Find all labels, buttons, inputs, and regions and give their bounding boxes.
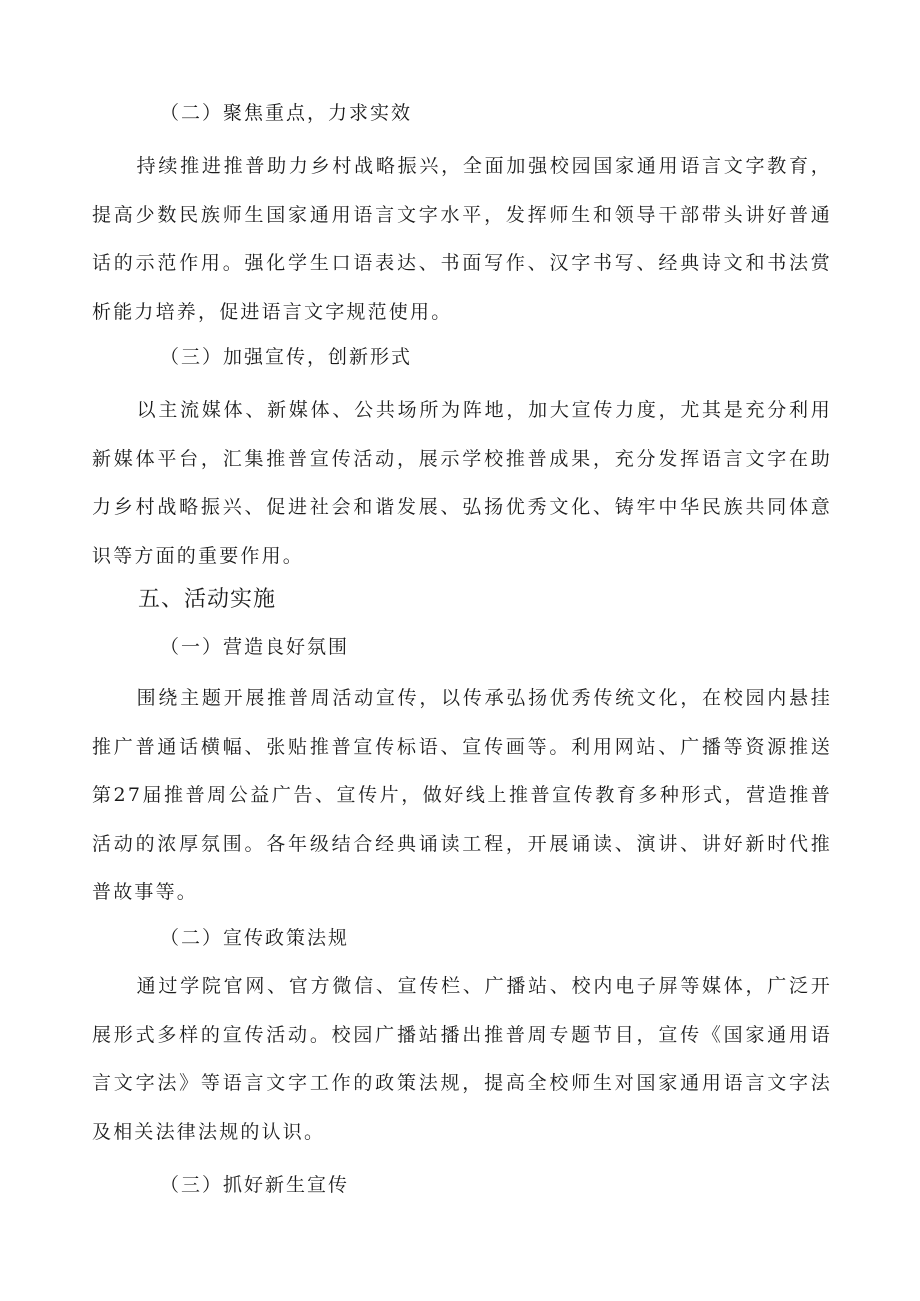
subheading-atmosphere: （一）营造良好氛围: [160, 636, 350, 658]
section-heading-activity-implementation: 五、活动实施: [138, 587, 277, 612]
subheading-freshman-publicity: （三）抓好新生宣传: [160, 1174, 350, 1196]
subheading-focus-effectiveness: （二）聚焦重点，力求实效: [160, 102, 413, 124]
subheading-publicity-innovation: （三）加强宣传，创新形式: [160, 346, 413, 368]
paragraph-focus-effectiveness: 持续推进推普助力乡村战略振兴，全面加强校园国家通用语言文字教育，提高少数民族师生国家通用语言文字水平，发挥师生和领导干部带头讲好普通话的示范作用。强化学生口语表达、书面写作、汉字书写、经典诗文和书法赏析能力培养，促进语言文字规范使用。: [92, 155, 832, 323]
paragraph-policy-regulations: 通过学院官网、官方微信、宣传栏、广播站、校内电子屏等媒体，广泛开展形式多样的宣传活动。校园广播站播出推普周专题节目，宣传《国家通用语言文字法》等语言文字工作的政策法规，提高全校师生对国家通用语言文字法及相关法律法规的认识。: [92, 975, 832, 1143]
subheading-policy-regulations: （二）宣传政策法规: [160, 927, 350, 949]
paragraph-publicity-innovation: 以主流媒体、新媒体、公共场所为阵地，加大宣传力度，尤其是充分利用新媒体平台，汇集推普宣传活动，展示学校推普成果，充分发挥语言文字在助力乡村战略振兴、促进社会和谐发展、弘扬优秀文化、铸牢中华民族共同体意识等方面的重要作用。: [92, 399, 832, 567]
paragraph-atmosphere: 围绕主题开展推普周活动宣传，以传承弘扬优秀传统文化，在校园内悬挂推广普通话横幅、张贴推普宣传标语、宣传画等。利用网站、广播等资源推送第27届推普周公益广告、宣传片，做好线上推普宣传教育多种形式，营造推普活动的浓厚氛围。各年级结合经典诵读工程，开展诵读、演讲、讲好新时代推普故事等。: [92, 687, 832, 904]
